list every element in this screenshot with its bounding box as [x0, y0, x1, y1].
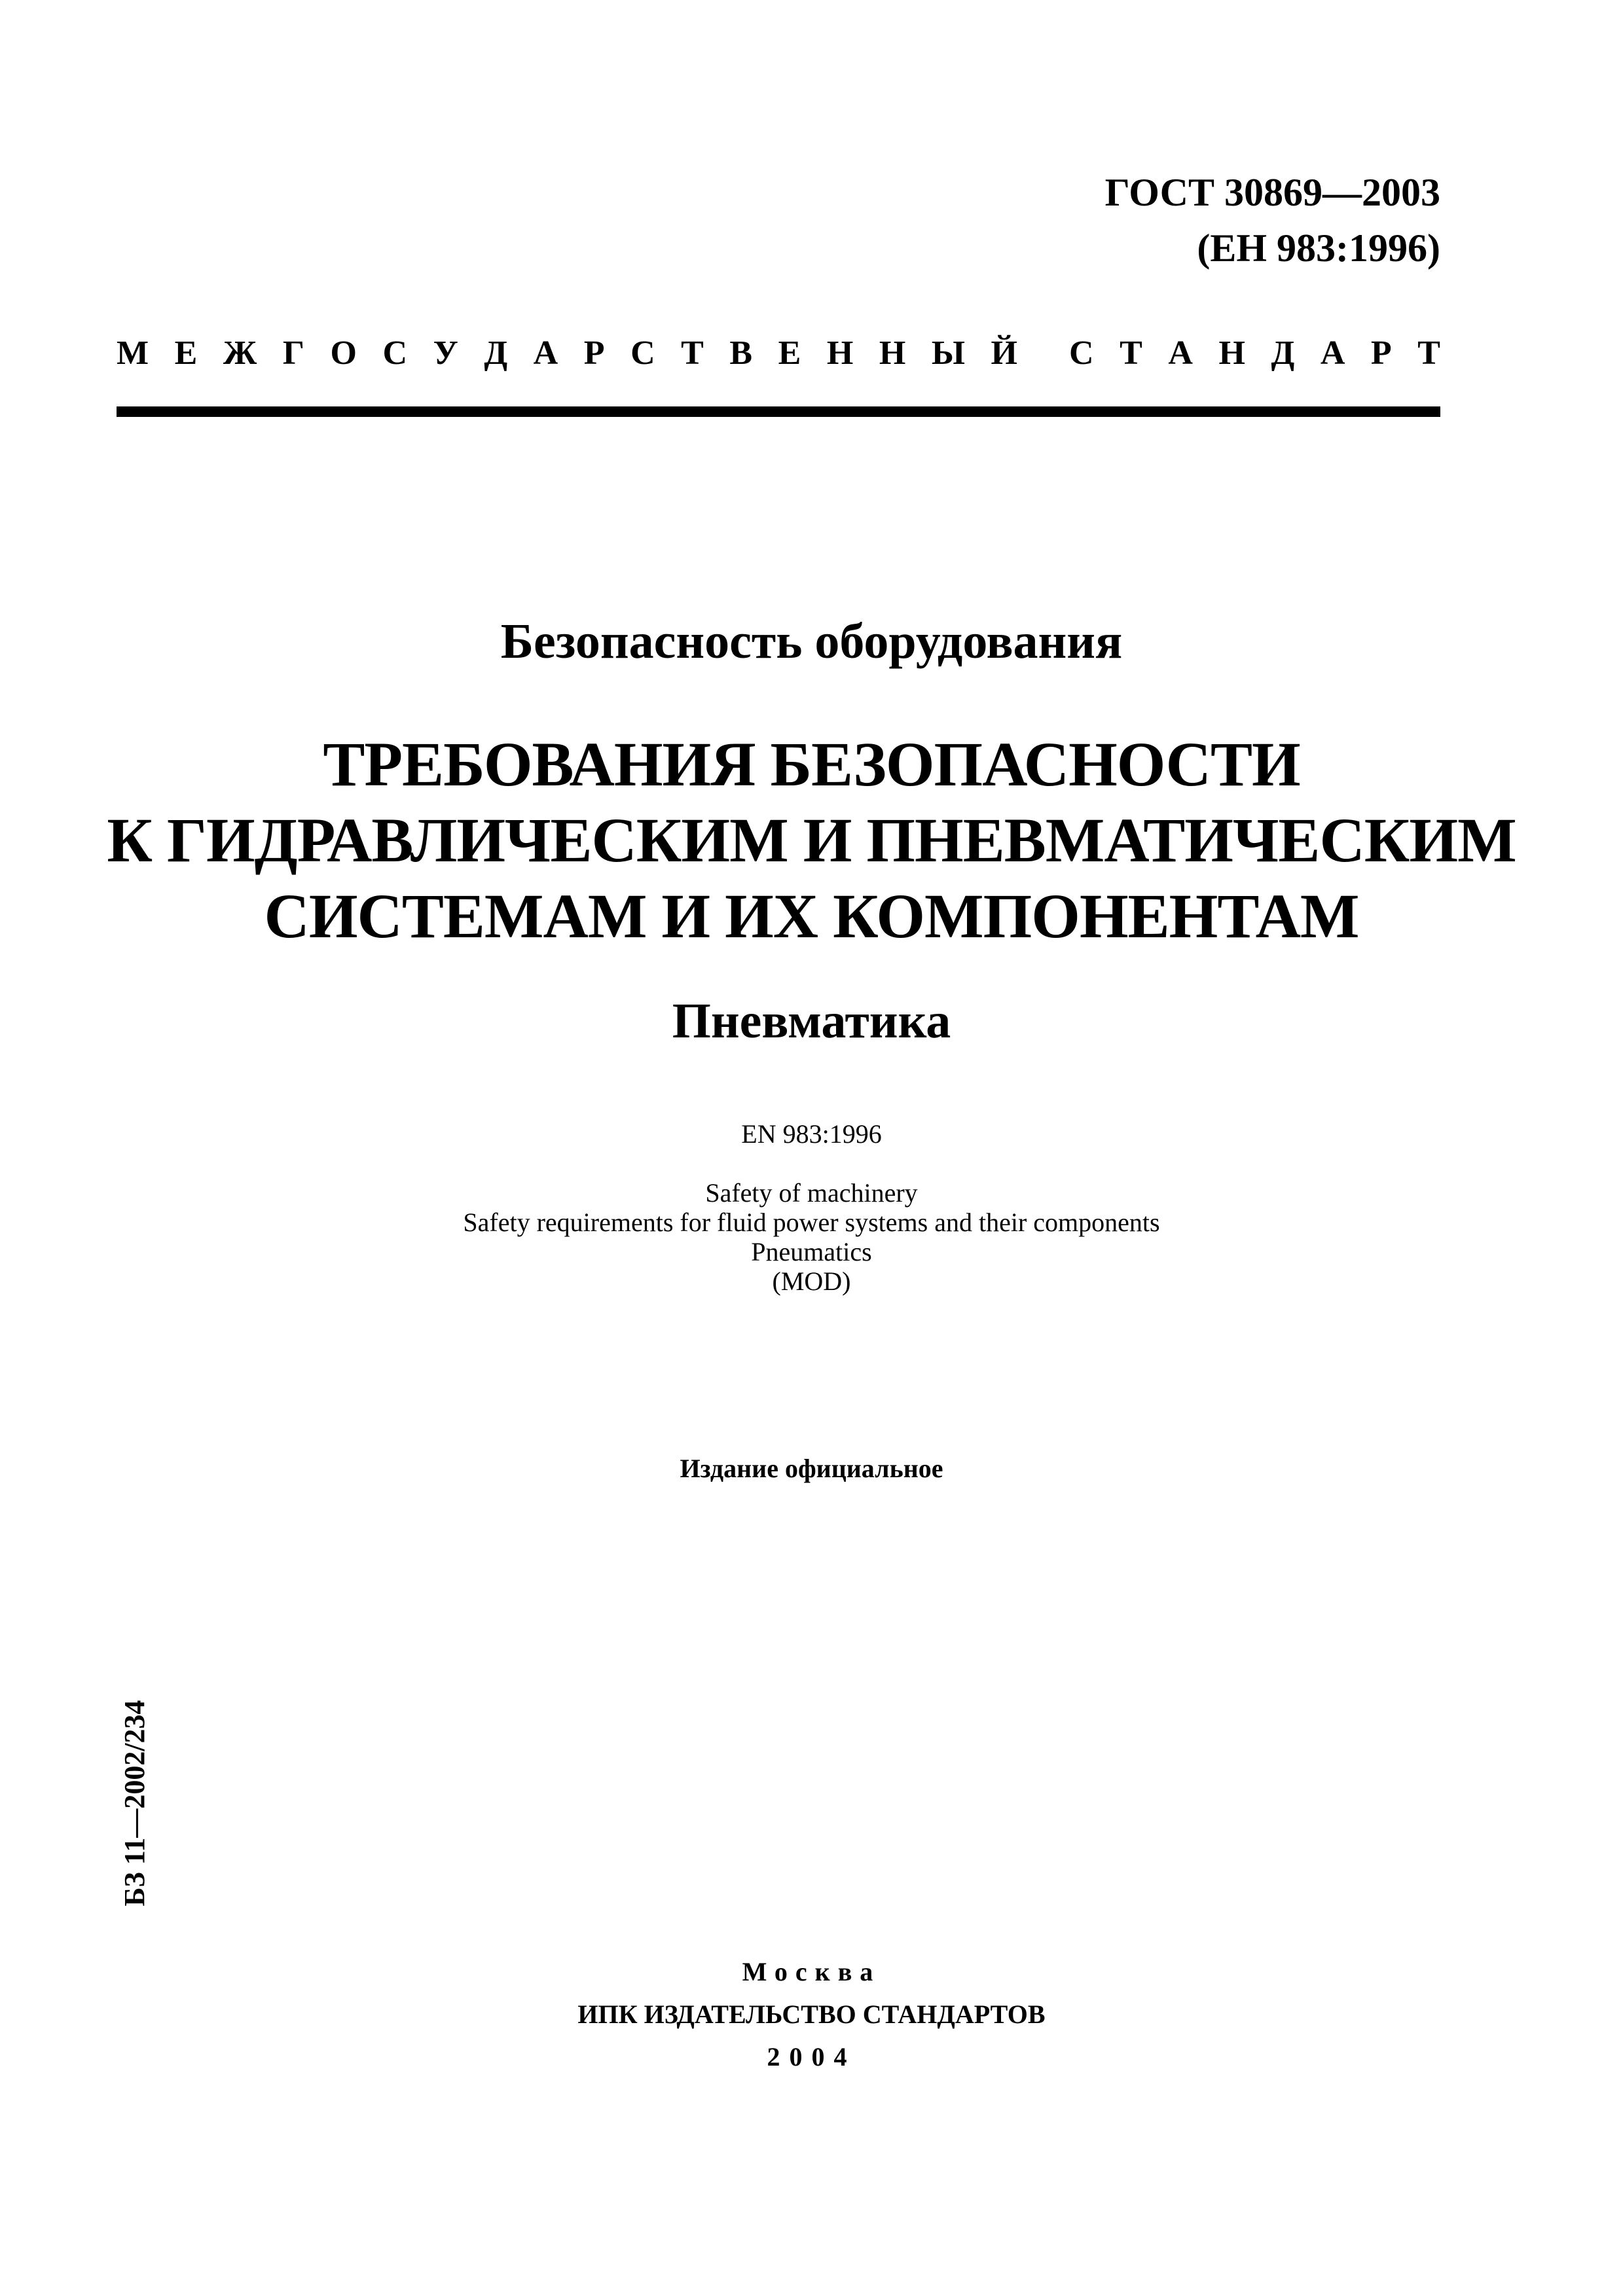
gost-number: ГОСТ 30869—2003 — [1104, 171, 1440, 214]
main-title-line: СИСТЕМАМ И ИХ КОМПОНЕНТАМ — [264, 881, 1359, 951]
main-title-line: К ГИДРАВЛИЧЕСКИМ И ПНЕВМАТИЧЕСКИМ — [107, 805, 1516, 875]
imprint-publisher: ИПК ИЗДАТЕЛЬСТВО СТАНДАРТОВ — [577, 2000, 1046, 2029]
heading-letter: С — [630, 334, 655, 372]
heading-letter: В — [729, 334, 753, 372]
heading-letter: О — [330, 334, 357, 372]
heading-letter: А — [1320, 334, 1345, 372]
heading-letter: А — [1168, 334, 1193, 372]
heading-letter: Н — [1218, 334, 1245, 372]
english-title-line: Safety of machinery — [705, 1178, 918, 1208]
heading-letter: А — [533, 334, 558, 372]
english-title — [0, 1178, 1623, 1296]
heading-letter: Т — [1120, 334, 1142, 372]
heading-rule — [117, 406, 1440, 417]
spine-code: БЗ 11—2002/234 — [119, 1700, 151, 1907]
english-title-line: Safety requirements for fluid power systems and their components — [463, 1208, 1160, 1237]
heading-letter: С — [1069, 334, 1094, 372]
en-equivalent: (ЕН 983:1996) — [1197, 226, 1440, 270]
imprint-year: 2004 — [767, 2042, 856, 2072]
interstate-standard-heading — [117, 331, 1440, 376]
main-title — [0, 726, 1623, 954]
edition-note: Издание официальное — [680, 1454, 943, 1483]
heading-letter: У — [433, 334, 458, 372]
heading-letter: Н — [826, 334, 854, 372]
english-title-line: (MOD) — [772, 1266, 851, 1296]
heading-letter: М — [117, 334, 149, 372]
heading-letter: Н — [879, 334, 906, 372]
heading-letter: Р — [583, 334, 605, 372]
heading-letter: Р — [1370, 334, 1392, 372]
standard-designation — [1105, 165, 1440, 276]
heading-letter: Д — [1271, 334, 1295, 372]
heading-letter: Д — [484, 334, 508, 372]
imprint-city: Москва — [742, 1957, 881, 1986]
heading-letter: Т — [1417, 334, 1440, 372]
heading-letter: С — [382, 334, 408, 372]
subject-title: Безопасность оборудования — [500, 614, 1123, 669]
heading-letter: Е — [174, 334, 198, 372]
english-title-line: Pneumatics — [751, 1237, 872, 1266]
en-reference: EN 983:1996 — [741, 1119, 882, 1149]
heading-letter: Й — [991, 334, 1017, 372]
heading-letter: Ы — [931, 334, 965, 372]
main-title-line: ТРЕБОВАНИЯ БЕЗОПАСНОСТИ — [323, 729, 1300, 799]
heading-letter: Г — [282, 334, 304, 372]
part-title: Пневматика — [672, 994, 951, 1049]
heading-letter: Т — [681, 334, 704, 372]
heading-letter: Е — [778, 334, 801, 372]
heading-letter: Ж — [223, 334, 257, 372]
spine-code-box — [115, 1695, 155, 1911]
